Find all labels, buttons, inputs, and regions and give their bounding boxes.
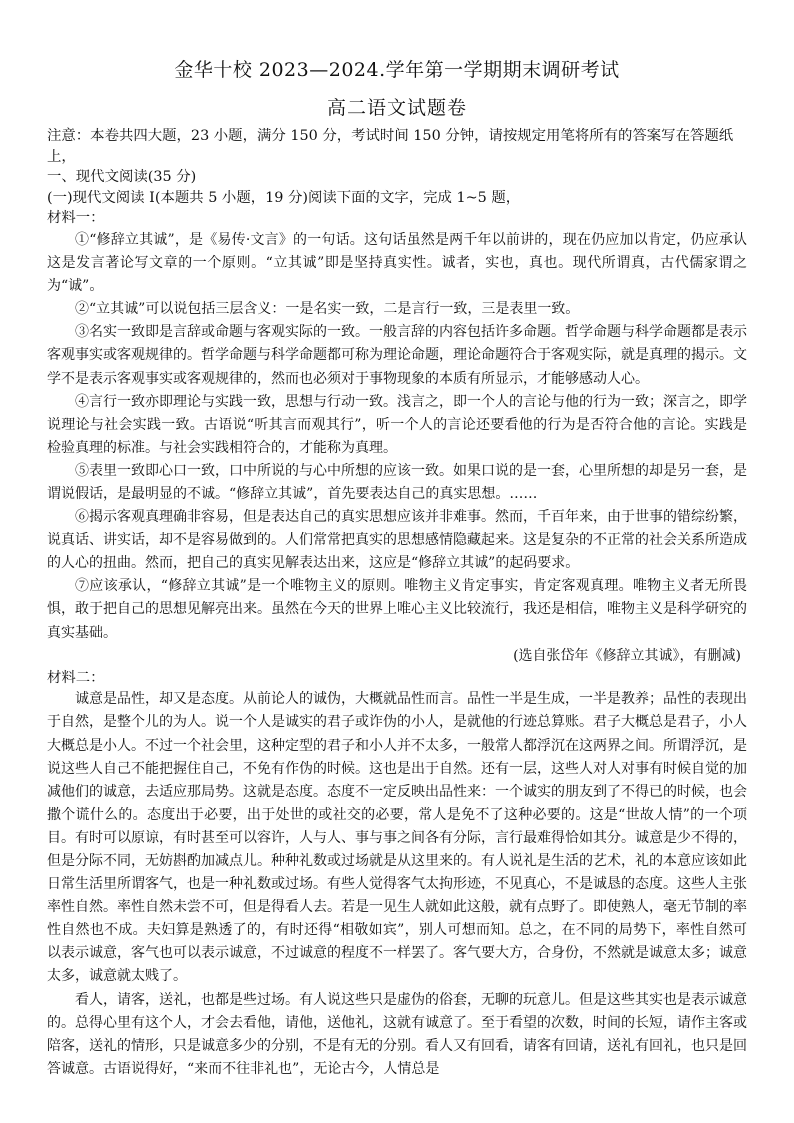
exam-subtitle: 高二语文试题卷 xyxy=(326,97,467,119)
paragraph: ①“修辞立其诚”，是《易传·文言》的一句话。这句话虽然是两千年以前讲的，现在仍应加以肯定，仍应承认这是发言著论写文章的一个原则。“立其诚”即是坚持真实性。诚者，实也，真也。现代所谓真，古代儒家谓之为“诚”。 xyxy=(47,231,747,295)
exam-page xyxy=(47,56,747,1081)
paragraph: 诚意是品性，却又是态度。从前论人的诚伪，大概就品性而言。品性一半是生成，一半是教养；品性的表现出于自然，是整个儿的为人。说一个人是诚实的君子或诈伪的小人，是就他的行迹总算账。君子大概总是君子，小人大概总是小人。不过一个社会里，这种定型的君子和小人并不太多，一般常人都浮沉在这两界之间。所谓浮沉，是说这些人自己不能把握住自己，不免有作伪的时候。这也是出于自然。还有一层，这些人对人对事有时候自觉的加减他们的诚意，去适应那局势。这就是态度。态度不一定反映出品性来：一个诚实的朋友到了不得已的时候，也会撒个谎什么的。态度出于必要，出于处世的或社交的必要，常人是免不了这种必要的。这是“世故人情”的一个项目。有时可以原谅，有时甚至可以容许，人与人、事与事之间各有分际，言行最难得恰如其分。诚意是少不得的，但是分际不同，无妨斟酌加减点儿。种种礼数或过场就是从这里来的。有人说礼是生活的艺术，礼的本意应该如此日常生活里所谓客气，也是一种礼数或过场。有些人觉得客气太拘形迹，不见真心，不是诚恳的态度。这些人主张率性自然。率性自然未尝不可，但是得看人去。若是一见生人就如此这般，就有点野了。即使熟人，毫无节制的率性自然也不成。夫妇算是熟透了的，有时还得“相敬如宾”，别人可想而知。总之，在不同的局势下，率性自然可以表示诚意，客气也可以表示诚意，不过诚意的程度不一样罢了。客气要大方，合身份，不然就是诚意太多；诚意太多，诚意就太贱了。 xyxy=(47,691,747,985)
paragraph: ⑥揭示客观真理确非容易，但是表达自己的真实思想应该并非难事。然而，千百年来，由于世事的错综纷繁，说真话、讲实话，却不是容易做到的。人们常常把真实的思想感情隐藏起来。这是复杂的不正常的社会关系所造成的人心的扭曲。然而，把自己的真实见解表达出来，这应是“修辞立其诚”的起码要求。 xyxy=(47,509,747,572)
material-one-source: (选自张岱年《修辞立其诚》，有删减) xyxy=(513,647,741,664)
paragraph: ③名实一致即是言辞或命题与客观实际的一致。一般言辞的内容包括许多命题。哲学命题与科学命题都是表示客观事实或客观规律的。哲学命题与科学命题都可称为理论命题，理论命题符合于客观实际，就是真理的揭示。文学不是表示客观事实或客观规律的，然而也必须对于事物现象的本质有所显示，才能够感动人心。 xyxy=(47,324,747,387)
paragraph: ④言行一致亦即理论与实践一致，思想与行动一致。浅言之，即一个人的言论与他的行为一致；深言之，即学说理论与社会实践一致。古语说“听其言而观其行”，听一个人的言论还要看他的行为是否符合他的言论。实践是检验真理的标准。与社会实践相符合的，才能称为真理。 xyxy=(47,393,747,456)
section-heading: 一、现代文阅读(35 分) xyxy=(47,169,197,186)
exam-title: 金华十校 2023—2024.学年第一学期期末调研考试 xyxy=(174,59,620,81)
material-one-label: 材料一： xyxy=(47,210,105,227)
paragraph: ②“立其诚”可以说包括三层含义：一是名实一致，二是言行一致，三是表里一致。 xyxy=(75,301,580,318)
paragraph: ⑤表里一致即心口一致，口中所说的与心中所想的应该一致。如果口说的是一套，心里所想的却是另一套，是谓说假话，是最明显的不诚。“修辞立其诚”，首先要表达自己的真实思想。…… xyxy=(47,462,747,502)
paragraph: ⑦应该承认，“修辞立其诚”是一个唯物主义的原则。唯物主义肯定事实，肯定客观真理。唯物主义者无所畏惧，敢于把自己的思想见解亮出来。虽然在今天的世界上唯心主义比较流行，我还是相信，唯物主义是科学研究的真实基础。 xyxy=(47,578,747,641)
material-two-label: 材料二： xyxy=(47,669,105,686)
exam-notice: 注意：本卷共四大题，23 小题，满分 150 分，考试时间 150 分钟，请按规定用笔将所有的答案写在答题纸上， xyxy=(47,128,734,165)
paragraph: 看人，请客，送礼，也都是些过场。有人说这些只是虚伪的俗套，无聊的玩意儿。但是这些其实也是表示诚意的。总得心里有这个人，才会去看他，请他，送他礼，这就有诚意了。至于看望的次数，时间的长短，请作主客或陪客，送礼的情形，只是诚意多少的分别，不是有无的分别。看人又有回看，请客有回请，送礼有回礼，也只是回答诚意。古语说得好，“来而不往非礼也”，无论古今，人情总是 xyxy=(47,991,747,1077)
subsection-heading: (一)现代文阅读 I(本题共 5 小题，19 分)阅读下面的文字，完成 1~5 题， xyxy=(47,189,521,206)
